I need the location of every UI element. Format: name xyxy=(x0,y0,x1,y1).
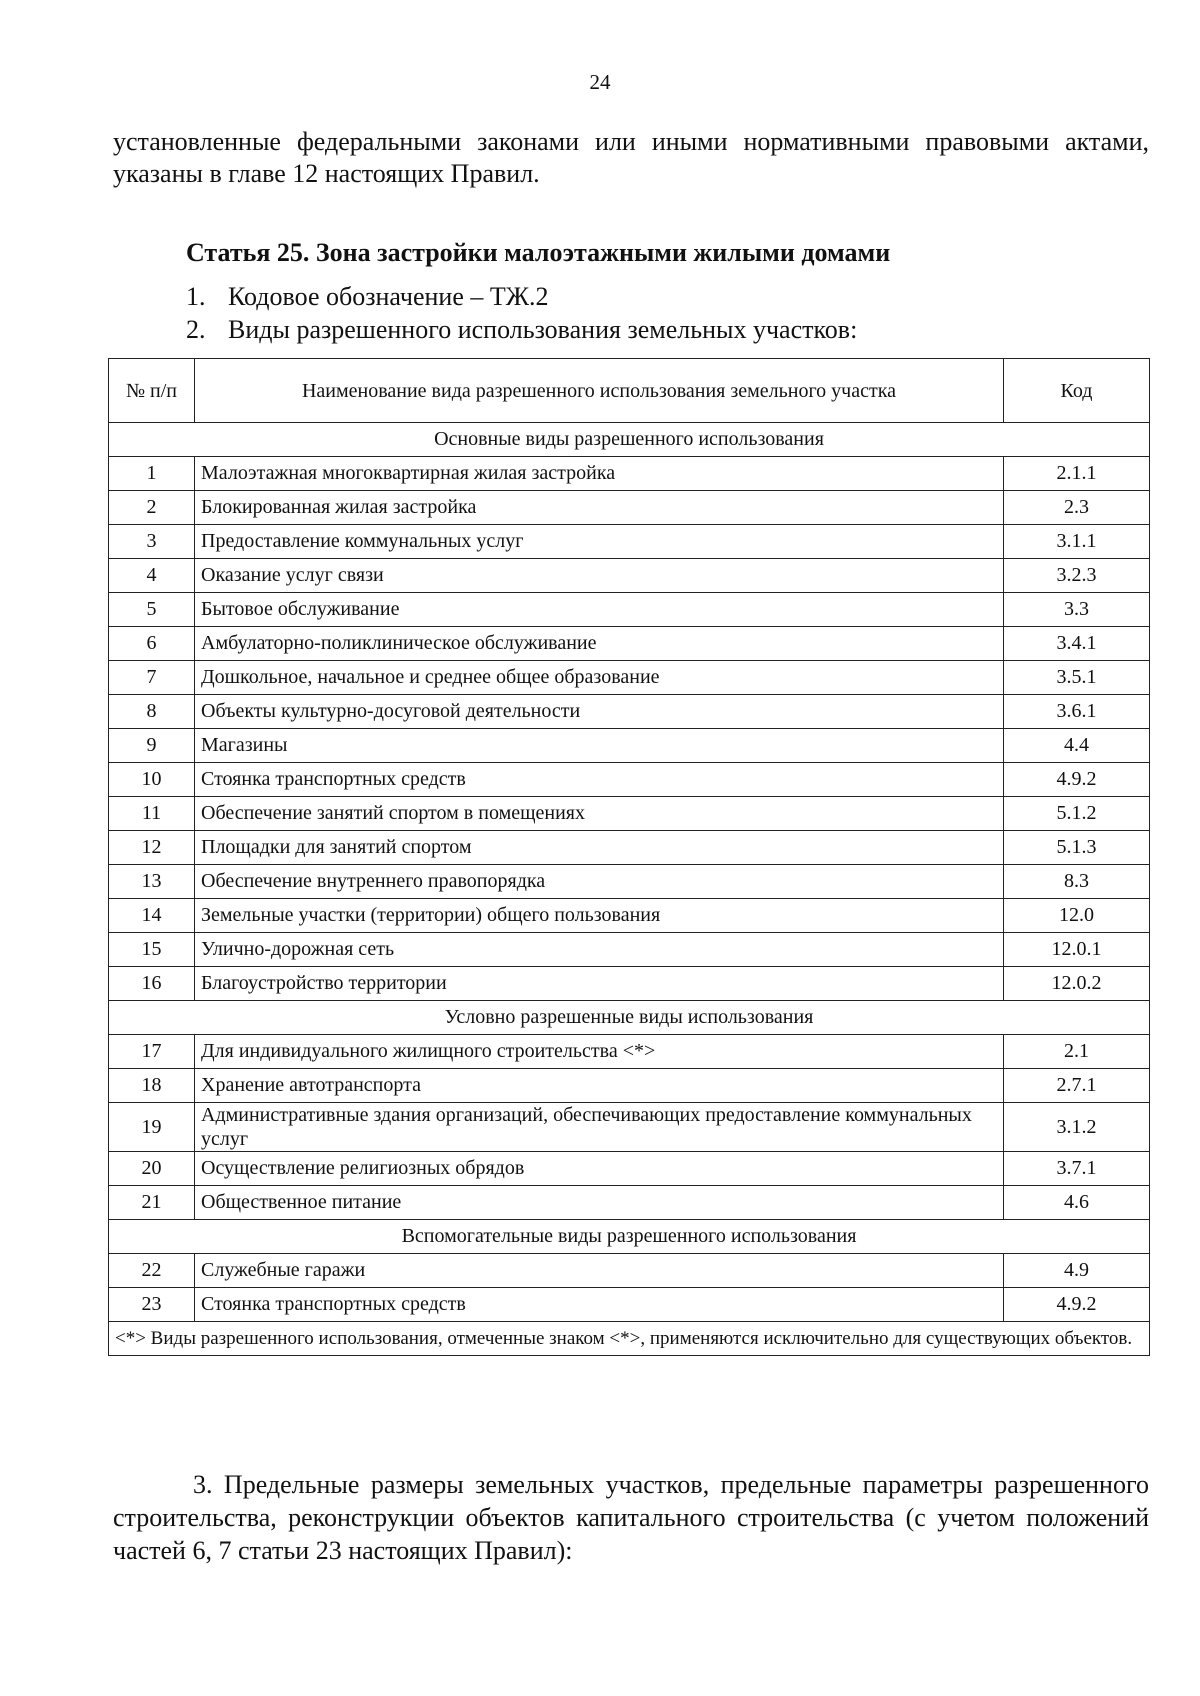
item-number: 2. xyxy=(186,315,206,344)
table-row xyxy=(109,491,1150,525)
row-code: 4.9 xyxy=(1004,1254,1150,1288)
row-code: 4.9.2 xyxy=(1004,763,1150,797)
row-code: 2.7.1 xyxy=(1004,1069,1150,1103)
row-code: 2.3 xyxy=(1004,491,1150,525)
row-use-name: Стоянка транспортных средств xyxy=(195,1288,1004,1322)
row-code: 4.6 xyxy=(1004,1186,1150,1220)
row-code: 12.0 xyxy=(1004,899,1150,933)
row-use-name: Служебные гаражи xyxy=(195,1254,1004,1288)
closing-paragraph: 3. Предельные размеры земельных участков, предельные параметры разрешенного строительства, реконструкции объектов капитального строительства (с учетом положений частей 6, 7 статьи 23 настоящих Правил): xyxy=(113,1470,1149,1565)
row-use-name: Административные здания организаций, обеспечивающих предоставление коммунальных услуг xyxy=(195,1103,1004,1152)
row-number: 3 xyxy=(109,525,195,559)
row-use-name: Улично-дорожная сеть xyxy=(195,933,1004,967)
table-row xyxy=(109,831,1150,865)
numbered-item-uses xyxy=(186,315,857,345)
table-row xyxy=(109,695,1150,729)
row-use-name: Магазины xyxy=(195,729,1004,763)
table-footnote: <*> Виды разрешенного использования, отмеченные знаком <*>, применяются исключительно для существующих объектов. xyxy=(109,1322,1150,1356)
section-row xyxy=(109,1001,1150,1035)
row-use-name: Амбулаторно-поликлиническое обслуживание xyxy=(195,627,1004,661)
row-use-name: Объекты культурно-досуговой деятельности xyxy=(195,695,1004,729)
row-number: 9 xyxy=(109,729,195,763)
row-use-name: Площадки для занятий спортом xyxy=(195,831,1004,865)
permitted-uses-table xyxy=(108,358,1150,1356)
table-row xyxy=(109,797,1150,831)
row-number: 18 xyxy=(109,1069,195,1103)
table-row xyxy=(109,899,1150,933)
table-row xyxy=(109,1035,1150,1069)
intro-paragraph: установленные федеральными законами или иными нормативными правовыми актами, указаны в главе 12 настоящих Правил. xyxy=(113,127,1149,188)
table-row xyxy=(109,525,1150,559)
table-row xyxy=(109,593,1150,627)
row-use-name: Бытовое обслуживание xyxy=(195,593,1004,627)
table-row xyxy=(109,865,1150,899)
row-number: 17 xyxy=(109,1035,195,1069)
row-code: 2.1 xyxy=(1004,1035,1150,1069)
row-use-name: Осуществление религиозных обрядов xyxy=(195,1152,1004,1186)
row-use-name: Хранение автотранспорта xyxy=(195,1069,1004,1103)
table-row xyxy=(109,661,1150,695)
row-number: 8 xyxy=(109,695,195,729)
row-code: 4.4 xyxy=(1004,729,1150,763)
table-row xyxy=(109,1254,1150,1288)
section-row xyxy=(109,423,1150,457)
table-row xyxy=(109,1103,1150,1152)
row-number: 19 xyxy=(109,1103,195,1152)
row-code: 3.1.1 xyxy=(1004,525,1150,559)
table-row xyxy=(109,457,1150,491)
row-number: 2 xyxy=(109,491,195,525)
row-use-name: Благоустройство территории xyxy=(195,967,1004,1001)
row-code: 5.1.3 xyxy=(1004,831,1150,865)
row-use-name: Предоставление коммунальных услуг xyxy=(195,525,1004,559)
row-number: 20 xyxy=(109,1152,195,1186)
row-use-name: Дошкольное, начальное и среднее общее образование xyxy=(195,661,1004,695)
row-use-name: Общественное питание xyxy=(195,1186,1004,1220)
row-number: 15 xyxy=(109,933,195,967)
row-code: 2.1.1 xyxy=(1004,457,1150,491)
row-code: 3.3 xyxy=(1004,593,1150,627)
row-number: 21 xyxy=(109,1186,195,1220)
item-number: 1. xyxy=(186,282,206,311)
row-number: 7 xyxy=(109,661,195,695)
header-name: Наименование вида разрешенного использования земельного участка xyxy=(195,359,1004,423)
row-code: 4.9.2 xyxy=(1004,1288,1150,1322)
row-number: 23 xyxy=(109,1288,195,1322)
row-code: 3.7.1 xyxy=(1004,1152,1150,1186)
row-number: 6 xyxy=(109,627,195,661)
row-code: 3.2.3 xyxy=(1004,559,1150,593)
table-row xyxy=(109,559,1150,593)
header-code: Код xyxy=(1004,359,1150,423)
item-text: Кодовое обозначение – ТЖ.2 xyxy=(228,282,549,311)
row-code: 3.6.1 xyxy=(1004,695,1150,729)
row-number: 12 xyxy=(109,831,195,865)
row-use-name: Обеспечение внутреннего правопорядка xyxy=(195,865,1004,899)
row-use-name: Земельные участки (территории) общего пользования xyxy=(195,899,1004,933)
row-code: 3.4.1 xyxy=(1004,627,1150,661)
table-row xyxy=(109,1069,1150,1103)
table-row xyxy=(109,1186,1150,1220)
row-number: 22 xyxy=(109,1254,195,1288)
row-code: 5.1.2 xyxy=(1004,797,1150,831)
table-row xyxy=(109,1152,1150,1186)
row-code: 12.0.1 xyxy=(1004,933,1150,967)
row-number: 1 xyxy=(109,457,195,491)
table-header-row xyxy=(109,359,1150,423)
header-num: № п/п xyxy=(109,359,195,423)
numbered-item-code xyxy=(186,282,549,312)
table-row xyxy=(109,627,1150,661)
row-number: 14 xyxy=(109,899,195,933)
table-row xyxy=(109,763,1150,797)
section-title: Условно разрешенные виды использования xyxy=(109,1001,1150,1035)
row-use-name: Обеспечение занятий спортом в помещениях xyxy=(195,797,1004,831)
row-number: 16 xyxy=(109,967,195,1001)
row-use-name: Оказание услуг связи xyxy=(195,559,1004,593)
table-body xyxy=(109,423,1150,1356)
row-number: 5 xyxy=(109,593,195,627)
row-use-name: Блокированная жилая застройка xyxy=(195,491,1004,525)
table-row xyxy=(109,933,1150,967)
item-text: Виды разрешенного использования земельных участков: xyxy=(228,315,858,344)
row-use-name: Стоянка транспортных средств xyxy=(195,763,1004,797)
footnote-row xyxy=(109,1322,1150,1356)
table-row xyxy=(109,729,1150,763)
row-code: 8.3 xyxy=(1004,865,1150,899)
page-number: 24 xyxy=(589,70,611,94)
section-title: Основные виды разрешенного использования xyxy=(109,423,1150,457)
section-row xyxy=(109,1220,1150,1254)
row-number: 4 xyxy=(109,559,195,593)
row-number: 10 xyxy=(109,763,195,797)
table-row xyxy=(109,1288,1150,1322)
row-use-name: Малоэтажная многоквартирная жилая застройка xyxy=(195,457,1004,491)
article-title: Статья 25. Зона застройки малоэтажными жилыми домами xyxy=(186,238,891,267)
row-number: 13 xyxy=(109,865,195,899)
section-title: Вспомогательные виды разрешенного использования xyxy=(109,1220,1150,1254)
row-code: 3.5.1 xyxy=(1004,661,1150,695)
row-use-name: Для индивидуального жилищного строительства <*> xyxy=(195,1035,1004,1069)
row-code: 12.0.2 xyxy=(1004,967,1150,1001)
row-code: 3.1.2 xyxy=(1004,1103,1150,1152)
table-row xyxy=(109,967,1150,1001)
row-number: 11 xyxy=(109,797,195,831)
